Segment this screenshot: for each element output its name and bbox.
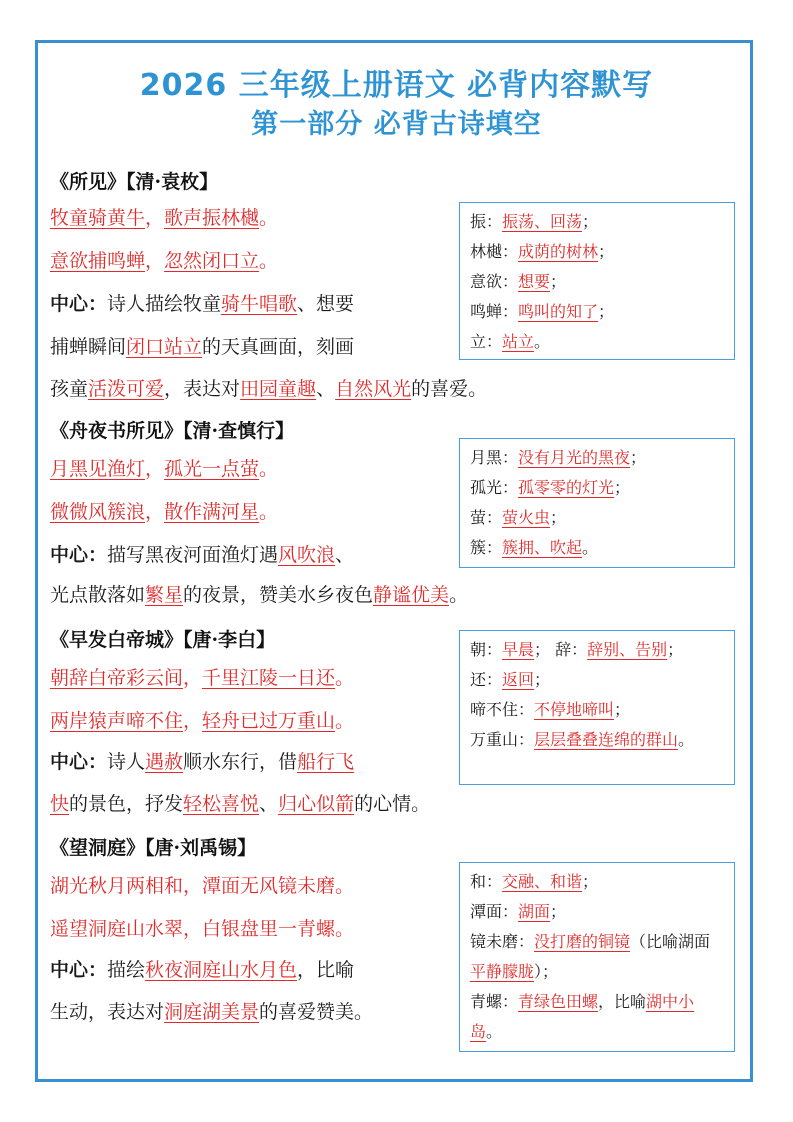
note-item: 意欲：想要； [470,272,567,291]
poem-heading: 《舟夜书所见》【清·查慎行】 [50,420,295,442]
center-idea: 孩童活泼可爱，表达对田园童趣、自然风光的喜爱。 [50,378,488,400]
center-idea: 光点散落如繁星的夜景，赞美水乡夜色静谧优美。 [50,584,469,606]
poem-line: 意欲捕鸣蝉，忽然闭口立。 [50,250,279,272]
section-title: 第一部分 必背古诗填空 [251,109,542,140]
note-item: 朝：早晨； 辞：辞别、告别； [470,640,684,659]
center-idea: 快的景色，抒发轻松喜悦、归心似箭的心情。 [50,793,431,815]
poem-line: 微微风簇浪，散作满河星。 [50,501,279,523]
note-item: 萤：萤火虫； [470,508,567,527]
center-idea: 中心：描写黑夜河面渔灯遇风吹浪、 [50,544,355,566]
note-item: 振：振荡、回荡； [470,212,599,231]
note-item: 青螺：青绿色田螺，比喻湖中小岛。 [470,992,695,1041]
center-idea: 生动，表达对洞庭湖美景的喜爱赞美。 [50,1001,374,1023]
poem-line: 月黑见渔灯，孤光一点萤。 [50,458,279,480]
center-idea: 中心：描绘秋夜洞庭山水月色，比喻 [50,959,355,981]
note-item: 万重山：层层叠叠连绵的群山。 [470,730,695,749]
note-item: 鸣蝉：鸣叫的知了； [470,302,615,321]
center-idea: 中心：诗人描绘牧童骑牛唱歌、想要 [50,293,355,315]
note-item: 潭面：湖面； [470,902,567,921]
note-item: 孤光：孤零零的灯光； [470,478,631,497]
poem-line: 两岸猿声啼不住，轻舟已过万重山。 [50,710,355,732]
notes-box [459,438,735,568]
note-item: 还：返回； [470,670,551,689]
note-item: 林樾：成荫的树林； [470,242,615,261]
poem-heading: 《所见》【清·袁枚】 [50,171,219,193]
notes-box [459,630,735,785]
poem-line: 朝辞白帝彩云间，千里江陵一日还。 [50,667,355,689]
note-item: 镜未磨：没打磨的铜镜（比喻湖面平静朦胧）； [470,932,711,981]
note-item: 月黑：没有月光的黑夜； [470,448,647,467]
page-title: 2026 三年级上册语文 必背内容默写 [139,68,654,103]
poem-line: 遥望洞庭山水翠，白银盘里一青螺。 [50,918,355,940]
notes-box [459,202,735,360]
center-idea: 捕蝉瞬间闭口站立的天真画面，刻画 [50,336,355,358]
poem-line: 湖光秋月两相和，潭面无风镜未磨。 [50,875,355,897]
poem-heading: 《望洞庭》【唐·刘禹锡】 [50,837,257,859]
poem-heading: 《早发白帝城》【唐·李白】 [50,629,276,651]
center-idea: 中心：诗人遇赦顺水东行，借船行飞 [50,751,355,773]
note-item: 和：交融、和谐； [470,872,599,891]
poem-line: 牧童骑黄牛，歌声振林樾。 [50,207,279,229]
note-item: 啼不住：不停地啼叫； [470,700,631,719]
note-item: 簇：簇拥、吹起。 [470,538,599,557]
notes-box [459,862,735,1052]
note-item: 立：站立。 [470,332,551,351]
